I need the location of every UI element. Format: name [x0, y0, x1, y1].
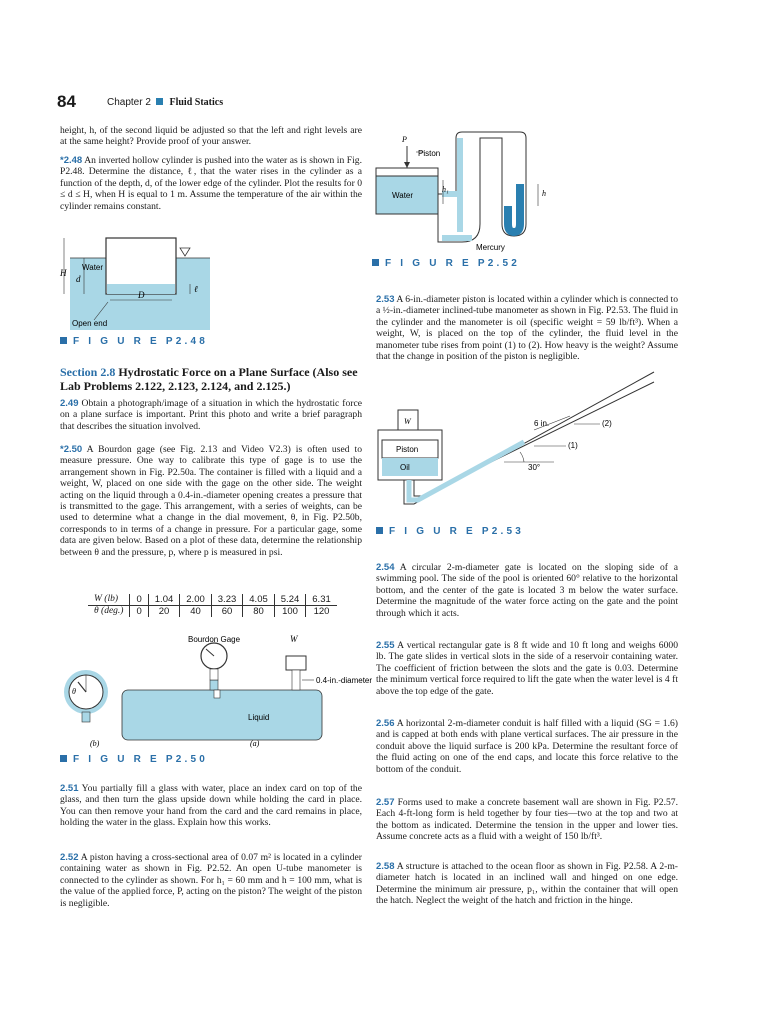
oil-label: Oil	[400, 463, 410, 472]
weight-block	[286, 656, 306, 670]
table-cell: 4.05	[243, 594, 275, 606]
table-cell: 20	[148, 606, 180, 618]
table-cell: θ (deg.)	[94, 606, 124, 616]
table-cell: 6.31	[306, 594, 337, 606]
square-bullet-icon	[372, 259, 379, 266]
angle-label: 30°	[528, 463, 541, 472]
table-cell: 100	[274, 606, 306, 618]
problem-2-54	[376, 562, 678, 619]
table-row	[88, 594, 337, 606]
problem-text: A vertical rectangular gate is 8 ft wide and 10 ft long and weighs 6000 lb. The gate slides in vertical slots in the side of a reservoir containing water. The coefficient of friction between the slots and the gate is 0.03. Determine the minimum vertical force required to lift the gate when the water level is 4 ft above the top edge of the gate.	[376, 640, 678, 697]
six-in-label: 6 in.	[534, 419, 550, 428]
table-cell: 40	[180, 606, 212, 618]
mercury-label: Mercury	[476, 243, 505, 252]
problem-text: A Bourdon gage (see Fig. 2.13 and Video V2.3) is often used to measure pressure. One way to calibrate this type of gage is to use the arrangement shown in Fig. P2.50a. The container is filled with a liquid and a weight, W, placed on one side with the gage on the other side. The weight acting on the liquid through a 0.4-in.-diameter opening creates a pressure that is transmitted to the gage. This arrangement, with a series of weights, can be used to determine what a change in the dial movement, θ, in Fig. P2.50b, corresponds to in terms of a change in pressure. For a particular gage, some data are given below. Based on a plot of these data, determine the relationship between θ and the pressure, p, where p is measured in psi.	[60, 444, 362, 558]
problem-text: An inverted hollow cylinder is pushed into the water as is shown in Fig. P2.48. Determine the distance, ℓ, that the water rises in the cylinder as a function of the depth, d, of the lower edge of the cylinder. Plot the results for 0 ≤ d ≤ H, when H is equal to 1 m. Assume the temperature of the air within the cylinder remains constant.	[60, 155, 362, 212]
b-label: (b)	[90, 739, 100, 748]
problem-2-51	[60, 783, 362, 829]
table-cell: 120	[306, 606, 337, 618]
problem-text: You partially fill a glass with water, place an index card on top of the glass, and then turn the glass upside down while holding the card in place. You can then remove your hand from the card and the card remains in place, holding the water in the glass. Explain how this works.	[60, 783, 362, 829]
problem-text: Obtain a photograph/image of a situation in which the hydrostatic force on a plane surface is important. Print this photo and write a brief paragraph that describes the situation involved.	[60, 398, 362, 432]
oil-region	[382, 458, 438, 476]
D-label: D	[138, 290, 145, 300]
W-label: W	[404, 417, 411, 426]
figure-p2-50	[60, 632, 373, 750]
table-cell: 80	[243, 606, 275, 618]
running-header	[107, 97, 223, 108]
problem-number: *2.48	[60, 155, 83, 166]
problem-text: A piston having a cross-sectional area of 0.07 m² is located in a cylinder containing water as shown in Fig. P2.52. An open U-tube manometer is connected to the cylinder as shown. For h₁ = 60 mm and h = 100 mm, what is the value of the applied force, P, acting on the piston? The weight of the piston is negligible.	[60, 852, 362, 909]
problem-2-57	[376, 797, 678, 843]
problem-number: 2.52	[60, 852, 79, 863]
section-heading	[60, 365, 362, 393]
problem-text: A horizontal 2-m-diameter conduit is half filled with a liquid (SG = 1.6) and is capped at both ends with plane vertical surfaces. The air pressure in the conduit above the liquid surface is 200 kPa. Determine the resultant force of the fluid acting on one of the end caps, and locate this force relative to the bottom of the conduit.	[376, 718, 678, 775]
problem-number: 2.49	[60, 398, 79, 409]
water-label: Water	[392, 191, 414, 200]
liquid-container	[122, 690, 322, 740]
figure-caption-p2-50: F I G U R E P2.50	[60, 754, 208, 765]
W-label: W	[290, 634, 298, 644]
force-arrow-icon	[404, 162, 410, 168]
problem-number: 2.57	[376, 797, 395, 808]
bourdon-gage-label: Bourdon Gage	[188, 635, 241, 644]
figure-caption-p2-52: F I G U R E P2.52	[372, 258, 520, 269]
table-row	[88, 606, 337, 618]
problem-number: 2.53	[376, 294, 395, 305]
square-bullet-icon	[60, 337, 67, 344]
l-label: ℓ	[194, 284, 198, 294]
problem-2-49	[60, 398, 362, 432]
problem-text: Forms used to make a concrete basement wall are shown in Fig. P2.57. Each 4-ft-long form is held together by four ties—two at the top and two at the bottom as indicated. Determine the tension in the upper and lower ties. Assume concrete acts as a fluid with a weight of 150 lb/ft³.	[376, 797, 678, 843]
problem-2-50	[60, 444, 362, 558]
problem-number: 2.56	[376, 718, 395, 729]
liquid-label: Liquid	[248, 713, 270, 722]
h-label: h	[542, 189, 546, 198]
d-label: d	[76, 274, 81, 284]
problem-2-58	[376, 861, 678, 907]
diameter-label: 0.4-in.-diameter	[316, 676, 373, 685]
mercury-column	[508, 184, 520, 232]
problem-2-48	[60, 155, 362, 212]
calibration-table	[88, 594, 337, 617]
table-cell: 0	[130, 606, 148, 618]
problem-text: A structure is attached to the ocean floor as shown in Fig. P2.58. A 2-m-diameter hatch is located in an inclined wall and hinged on one edge. Determine the minimum air pressure, p₁, within the container that will open the hatch. Neglect the weight of the hatch and friction in the hinge.	[376, 861, 678, 907]
section-number: Section 2.8	[60, 365, 116, 379]
section-title: Hydrostatic Force on a Plane Surface (Also see Lab Problems 2.122, 2.123, 2.124, and 2.125.)	[60, 365, 358, 393]
problem-number: 2.58	[376, 861, 395, 872]
square-bullet-icon	[376, 527, 383, 534]
figure-p2-53	[374, 402, 678, 518]
piston	[376, 168, 438, 176]
problem-number: 2.54	[376, 562, 395, 573]
table-cell: 0	[130, 594, 148, 606]
problem-text: A 6-in.-diameter piston is located within a cylinder which is connected to a ½-in.-diameter inclined-tube manometer as shown in Fig. P2.53. The fluid in the cylinder and the manometer is oil (specific weight = 59 lb/ft³). When a weight, W, is placed on the top of the cylinder, the fluid level in the manometer tube rises from point (1) to (2). How heavy is the weight? Assume that the change in position of the piston is negligible.	[376, 294, 679, 363]
piston-label: Piston	[418, 149, 441, 158]
surface-marker-icon	[180, 248, 190, 256]
square-bullet-icon	[156, 98, 163, 105]
problem-2-52	[60, 852, 362, 909]
problem-number: *2.50	[60, 444, 83, 455]
piston-label: Piston	[396, 445, 419, 454]
open-end-label: Open end	[72, 319, 108, 328]
table-cell: 5.24	[274, 594, 306, 606]
table-cell: 3.23	[211, 594, 243, 606]
table-cell: W (lb)	[88, 594, 130, 606]
problem-2-55	[376, 640, 678, 697]
figure-p2-48	[60, 232, 220, 334]
problem-number: 2.55	[376, 640, 395, 651]
problem-2-56	[376, 718, 678, 775]
figure-caption-p2-48: F I G U R E P2.48	[60, 336, 208, 347]
problem-text: A circular 2-m-diameter gate is located on the sloping side of a swimming pool. The side of the pool is oriented 60° relative to the horizontal bottom, and the center of the gate is located 3 m below the water surface. Determine the magnitude of the water force acting on the gate and the point through which it acts.	[376, 562, 678, 619]
chapter-label: Chapter 2	[107, 97, 151, 108]
table-cell: 2.00	[180, 594, 212, 606]
problem-2-53	[376, 294, 678, 362]
page-number: 84	[57, 92, 76, 111]
figure-caption-p2-53: F I G U R E P2.53	[376, 526, 524, 537]
figure-p2-52	[368, 128, 558, 252]
P-label: P	[402, 135, 407, 144]
table-cell: 60	[211, 606, 243, 618]
theta-label: θ	[72, 687, 76, 696]
water-label: Water	[82, 263, 104, 272]
table-cell: 1.04	[148, 594, 180, 606]
intro-text: height, h, of the second liquid be adjusted so that the left and right levels are at the same height? Provide proof of your answer.	[60, 125, 362, 148]
h1-label: h₁	[442, 185, 449, 194]
problem-number: 2.51	[60, 783, 79, 794]
point-2-label: (2)	[602, 419, 612, 428]
point-1-label: (1)	[568, 441, 578, 450]
a-label: (a)	[250, 739, 260, 748]
chapter-title: Fluid Statics	[169, 97, 224, 108]
H-label: H	[60, 268, 67, 278]
square-bullet-icon	[60, 755, 67, 762]
